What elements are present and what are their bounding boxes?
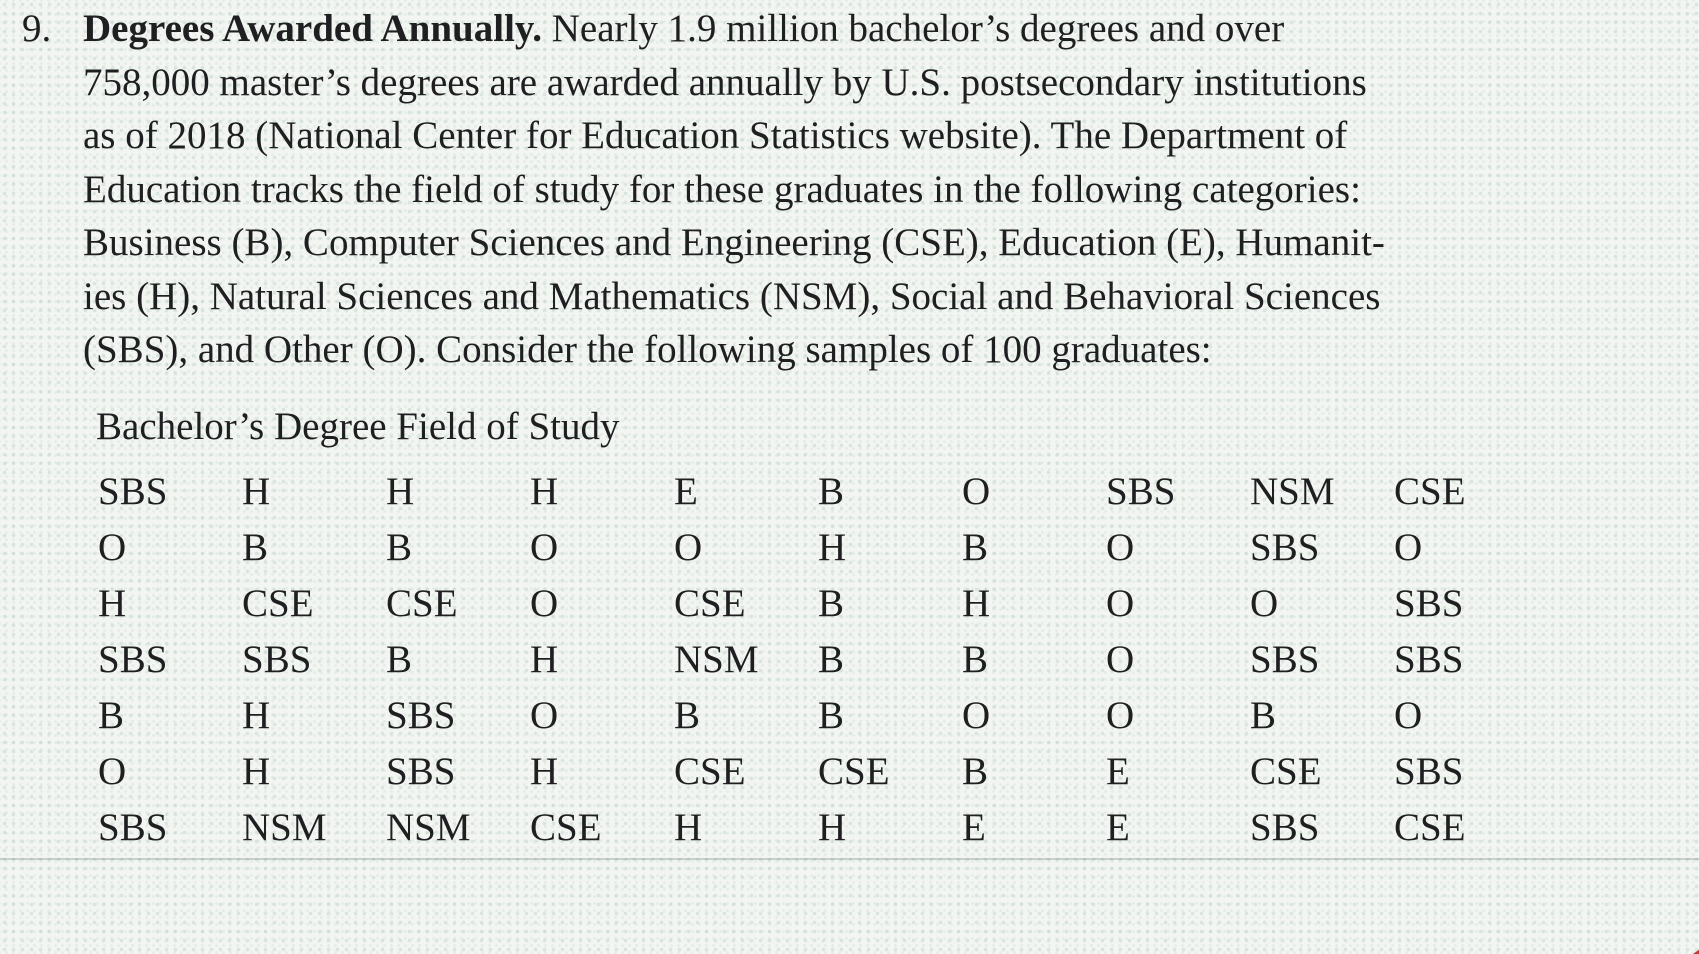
table-cell: B (818, 582, 845, 625)
table-cell: B (962, 750, 989, 793)
statement-line-text: Nearly 1.9 million bachelor’s degrees and over (542, 7, 1285, 50)
table-cell: B (98, 694, 125, 737)
table-cell: O (1250, 582, 1279, 625)
table-cell: H (242, 470, 271, 513)
table-cell: B (242, 526, 269, 569)
table-cell: CSE (674, 582, 746, 625)
table-cell: CSE (386, 582, 458, 625)
table-cell: SBS (1106, 470, 1176, 513)
table-cell: O (962, 694, 991, 737)
table-cell: NSM (386, 806, 471, 849)
table-cell: B (962, 638, 989, 681)
table-cell: SBS (1250, 526, 1320, 569)
table-cell: CSE (818, 750, 890, 793)
table-cell: B (818, 638, 845, 681)
table-cell: H (818, 526, 847, 569)
table-cell: NSM (674, 638, 759, 681)
table-cell: CSE (1394, 470, 1466, 513)
table-cell: O (674, 526, 703, 569)
table-cell: H (242, 694, 271, 737)
problem-title: Degrees Awarded Annually. (83, 7, 543, 50)
table-cell: B (818, 470, 845, 513)
table-cell: H (530, 470, 559, 513)
table-cell: O (1394, 526, 1423, 569)
table-cell: H (530, 638, 559, 681)
table-cell: E (674, 470, 698, 513)
table-cell: O (1394, 694, 1423, 737)
table-cell: H (386, 470, 415, 513)
table-cell: B (1250, 694, 1277, 737)
table-cell: B (818, 694, 845, 737)
table-cell: SBS (1394, 638, 1464, 681)
table-cell: NSM (242, 806, 327, 849)
table-cell: O (530, 582, 559, 625)
table-cell: NSM (1250, 470, 1335, 513)
table-cell: H (530, 750, 559, 793)
table-cell: CSE (1394, 806, 1466, 849)
field-of-study-table (98, 464, 1518, 856)
table-cell: B (386, 526, 413, 569)
statement-line: Business (B), Computer Sciences and Engineering (CSE), Education (E), Humanit- (83, 221, 1385, 264)
red-pen-mark (1653, 926, 1699, 954)
table-cell: SBS (1394, 750, 1464, 793)
table-cell: SBS (98, 806, 168, 849)
table-cell: O (530, 694, 559, 737)
table-cell: SBS (386, 694, 456, 737)
table-cell: CSE (674, 750, 746, 793)
table-cell: O (1106, 694, 1135, 737)
table-cell: O (530, 526, 559, 569)
table-cell: SBS (98, 638, 168, 681)
table-cell: CSE (242, 582, 314, 625)
table-cell: O (1106, 582, 1135, 625)
statement-line: (SBS), and Other (O). Consider the following samples of 100 graduates: (83, 328, 1212, 371)
table-cell: H (674, 806, 703, 849)
table-cell: SBS (386, 750, 456, 793)
table-cell: B (674, 694, 701, 737)
table-cell: O (1106, 526, 1135, 569)
statement-line: ies (H), Natural Sciences and Mathematics (NSM), Social and Behavioral Sciences (83, 274, 1381, 318)
statement-line: 758,000 master’s degrees are awarded annually by U.S. postsecondary institutions (83, 60, 1367, 104)
table-title: Bachelor’s Degree Field of Study (96, 405, 620, 448)
table-cell: H (962, 582, 991, 625)
table-cell: O (98, 750, 127, 793)
table-cell: SBS (1250, 806, 1320, 849)
statement-line: Education tracks the field of study for these graduates in the following categories: (83, 167, 1361, 211)
problem-statement (83, 2, 1583, 377)
table-cell: CSE (1250, 750, 1322, 793)
table-cell: SBS (242, 638, 312, 681)
table-cell: H (242, 750, 271, 793)
page-divider (0, 858, 1699, 860)
table-cell: H (98, 582, 127, 625)
table-cell: O (1106, 638, 1135, 681)
problem-number: 9. (22, 7, 52, 50)
table-cell: SBS (1394, 582, 1464, 625)
table-cell: E (962, 806, 986, 849)
table-cell: O (98, 526, 127, 569)
table-cell: E (1106, 750, 1130, 793)
table-cell: B (962, 526, 989, 569)
table-cell: O (962, 470, 991, 513)
table-cell: SBS (1250, 638, 1320, 681)
table-cell: E (1106, 806, 1130, 849)
statement-line: as of 2018 (National Center for Education Statistics website). The Department of (83, 114, 1348, 157)
table-cell: B (386, 638, 413, 681)
table-cell: CSE (530, 806, 602, 849)
statement-line (83, 2, 1583, 56)
table-cell: SBS (98, 470, 168, 513)
table-cell: H (818, 806, 847, 849)
